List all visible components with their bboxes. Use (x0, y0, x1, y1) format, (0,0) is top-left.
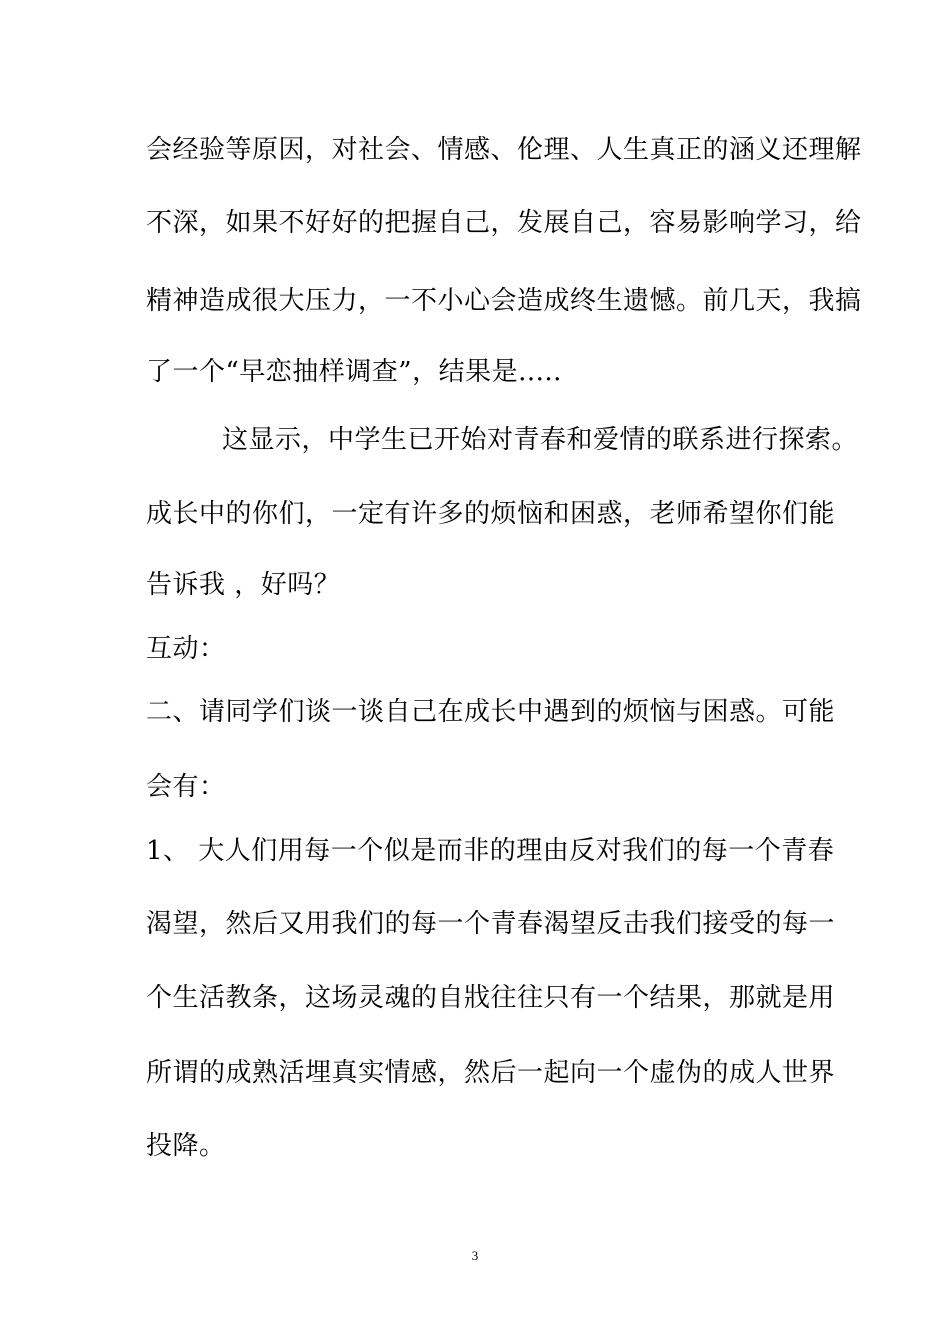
text-line: 告诉我 ，好吗？ (146, 570, 341, 600)
text-line: 会有： (146, 772, 226, 802)
text-line: 个生活教条，这场灵魂的自戕往往只有一个结果，那就是用 (146, 983, 836, 1013)
list-item-line: 1、 大人们用每一个似是而非的理由反对我们的每一个青春 (146, 836, 835, 866)
section-label: 互动： (146, 634, 226, 664)
text-line: 成长中的你们，一定有许多的烦恼和困惑，老师希望你们能 (146, 499, 836, 529)
page-number: 3 (471, 1248, 479, 1263)
text-line: 不深，如果不好好的把握自己，发展自己，容易影响学习，给 (146, 208, 862, 238)
text-line: 会经验等原因，对社会、情感、伦理、人生真正的涵义还理解 (146, 135, 862, 165)
text-line: 了一个“早恋抽样调查”，结果是..... (146, 357, 562, 387)
text-line: 投降。 (146, 1131, 226, 1161)
section-heading: 二、请同学们谈一谈自己在成长中遇到的烦恼与困惑。可能 (146, 697, 836, 727)
text-line: 所谓的成熟活埋真实情感，然后一起向一个虚伪的成人世界 (146, 1058, 836, 1088)
indented-text-line: 这显示，中学生已开始对青春和爱情的联系进行探索。 (222, 425, 859, 455)
text-line: 渴望，然后又用我们的每一个青春渴望反击我们接受的每一 (146, 909, 836, 939)
text-line: 精神造成很大压力，一不小心会造成终生遗憾。前几天，我搞 (146, 286, 862, 316)
